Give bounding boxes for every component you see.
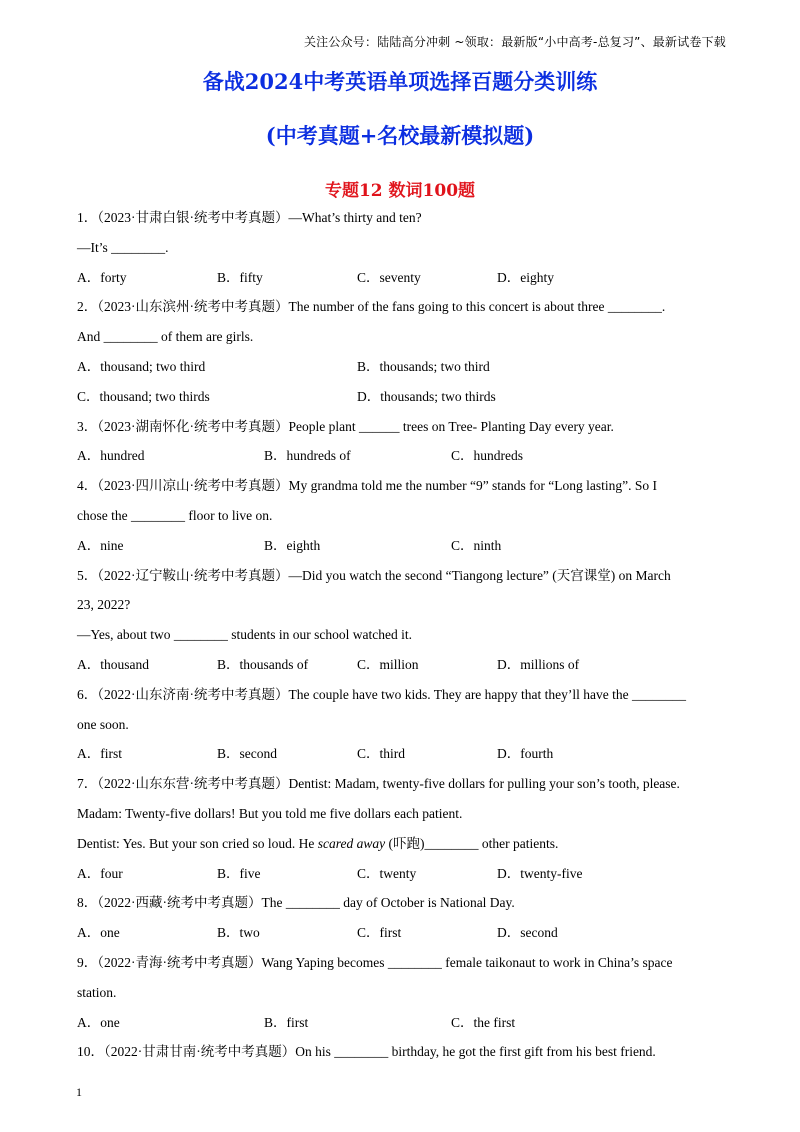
answer-option: C．ninth bbox=[451, 537, 502, 553]
answer-option: B．five bbox=[217, 865, 261, 881]
answer-option: B．fifty bbox=[217, 269, 263, 285]
page-number: 1 bbox=[76, 1085, 82, 1099]
answer-option: C．first bbox=[357, 925, 402, 941]
answer-option: A．thousand; two third bbox=[77, 358, 206, 374]
answer-option: C．million bbox=[357, 656, 419, 672]
answer-option: B．two bbox=[217, 925, 260, 941]
question-text-line: —Yes, about two ________ students in our school watched it. bbox=[77, 627, 412, 643]
question-text-line: 10．（2022·甘肃甘南·统考中考真题）On his ________ birthday, he got the first gift from his best friend. bbox=[77, 1044, 656, 1060]
answer-option: B．second bbox=[217, 746, 277, 762]
answer-option: B．hundreds of bbox=[264, 448, 351, 464]
answer-option: D．millions of bbox=[497, 656, 580, 672]
question-item bbox=[77, 892, 727, 952]
answer-option: A．one bbox=[77, 925, 120, 941]
answer-option: B．eighth bbox=[264, 537, 321, 553]
answer-options bbox=[77, 386, 727, 416]
text-segment: Dentist: Yes. But your son cried so loud. He bbox=[77, 835, 318, 851]
question-text-line: 2．（2023·山东滨州·统考中考真题）The number of the fans going to this concert is about three ________. bbox=[77, 299, 666, 315]
answer-option: B．thousands of bbox=[217, 656, 309, 672]
question-text-line: 6．（2022·山东济南·统考中考真题）The couple have two kids. They are happy that they’ll have the ________ bbox=[77, 686, 687, 702]
answer-option: C．seventy bbox=[357, 269, 421, 285]
answer-options bbox=[77, 267, 727, 297]
question-item bbox=[77, 565, 727, 684]
question-text-line: 9．（2022·青海·统考中考真题）Wang Yaping becomes ________ female taikonaut to work in China’s space bbox=[77, 954, 673, 970]
question-text-line: Madam: Twenty-five dollars! But you told me five dollars each patient. bbox=[77, 805, 463, 821]
question-item bbox=[77, 773, 727, 892]
question-text-line: 3．（2023·湖南怀化·统考中考真题）People plant ______ trees on Tree- Planting Day every year. bbox=[77, 418, 614, 434]
question-text-line: 8．（2022·西藏·统考中考真题）The ________ day of October is National Day. bbox=[77, 895, 515, 911]
answer-option: C．third bbox=[357, 746, 406, 762]
question-item bbox=[77, 952, 727, 1041]
answer-option: C．twenty bbox=[357, 865, 417, 881]
question-text-line: station. bbox=[77, 984, 117, 1000]
question-text-line: 4．（2023·四川凉山·统考中考真题）My grandma told me the number “9” stands for “Long lasting”. So I bbox=[77, 478, 658, 494]
question-item bbox=[77, 207, 727, 296]
answer-option: D．second bbox=[497, 925, 558, 941]
question-text-line: 5．（2022·辽宁鞍山·统考中考真题）—Did you watch the second “Tiangong lecture” (天宫课堂) on March bbox=[77, 567, 671, 583]
question-text-line: And ________ of them are girls. bbox=[77, 329, 254, 345]
answer-option: A．forty bbox=[77, 269, 127, 285]
question-text-line: 7．（2022·山东东营·统考中考真题）Dentist: Madam, twenty-five dollars for pulling your son’s tooth, please. bbox=[77, 776, 680, 792]
answer-option: A．first bbox=[77, 746, 122, 762]
question-item bbox=[77, 416, 727, 476]
question-list bbox=[77, 207, 727, 1071]
answer-options bbox=[77, 535, 727, 565]
question-text-line: chose the ________ floor to live on. bbox=[77, 507, 273, 523]
answer-option: B．thousands; two third bbox=[357, 358, 490, 374]
answer-option: A．thousand bbox=[77, 656, 149, 672]
answer-option: D．eighty bbox=[497, 269, 554, 285]
answer-option: D．fourth bbox=[497, 746, 554, 762]
answer-options bbox=[77, 654, 727, 684]
italic-phrase: scared away bbox=[317, 835, 386, 851]
document-title: 备战2024中考英语单项选择百题分类训练 bbox=[202, 69, 598, 94]
question-item bbox=[77, 684, 727, 773]
question-text-line: one soon. bbox=[77, 716, 129, 732]
answer-option: D．twenty-five bbox=[497, 865, 583, 881]
question-item bbox=[77, 475, 727, 564]
answer-option: C．thousand; two thirds bbox=[77, 388, 210, 404]
answer-options bbox=[77, 1012, 727, 1042]
answer-option: C．the first bbox=[451, 1014, 516, 1030]
header-note: 关注公众号：陆陆高分冲刺 ~领取：最新版“小中高考-总复习”、最新试卷下载 bbox=[303, 35, 726, 49]
document-subtitle: (中考真题+名校最新模拟题) bbox=[265, 123, 535, 148]
question-text-line: 23, 2022? bbox=[77, 597, 131, 613]
answer-options bbox=[77, 743, 727, 773]
answer-options bbox=[77, 356, 727, 386]
answer-option: A．hundred bbox=[77, 448, 145, 464]
answer-option: D．thousands; two thirds bbox=[357, 388, 496, 404]
text-segment: (吓跑)________ other patients. bbox=[385, 835, 559, 851]
question-text-line: 1．（2023·甘肃白银·统考中考真题）—What’s thirty and ten? bbox=[77, 210, 422, 225]
question-item bbox=[77, 296, 727, 415]
answer-option: A．one bbox=[77, 1014, 120, 1030]
question-text-line bbox=[77, 833, 727, 863]
topic-heading: 专题12 数词100题 bbox=[324, 181, 476, 201]
answer-option: A．four bbox=[77, 865, 123, 881]
answer-option: A．nine bbox=[77, 537, 124, 553]
answer-options bbox=[77, 445, 727, 475]
answer-option: B．first bbox=[264, 1014, 309, 1030]
answer-options bbox=[77, 922, 727, 952]
question-item bbox=[77, 1041, 727, 1071]
answer-options bbox=[77, 863, 727, 893]
question-text-line: —It’s ________. bbox=[77, 239, 169, 255]
answer-option: C．hundreds bbox=[451, 448, 523, 464]
